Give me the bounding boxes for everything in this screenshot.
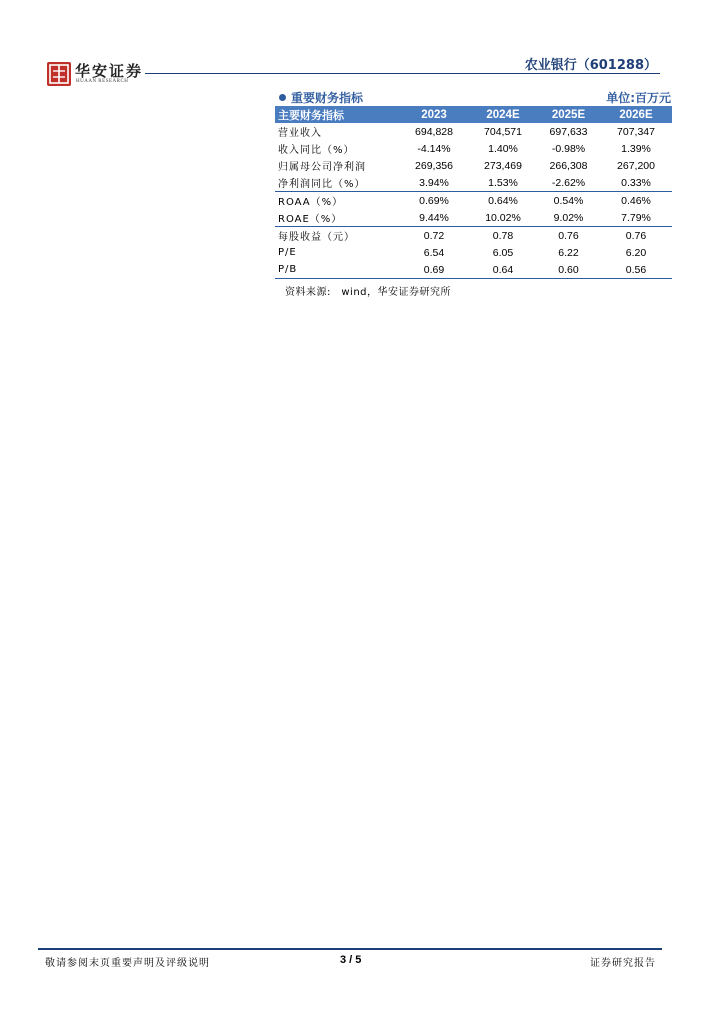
table-cell: 267,200 <box>617 159 655 172</box>
table-cell: 3.94% <box>399 174 469 192</box>
table-cell: 694,828 <box>415 125 453 138</box>
table-cell: 6.05 <box>492 246 514 259</box>
table-cell: 269,356 <box>415 159 453 172</box>
table-row <box>275 261 672 279</box>
section-title-text: 重要财务指标 <box>291 91 364 105</box>
table-row <box>275 227 672 245</box>
table-cell: 0.64 <box>469 261 537 279</box>
table-cell: -2.62% <box>537 174 600 192</box>
column-header: 2024E <box>469 106 537 123</box>
table-cell: 6.54 <box>423 246 445 259</box>
row-label: P/E <box>278 247 297 258</box>
row-label: 每股收益（元） <box>278 232 355 243</box>
unit-label: 单位:百万元 <box>606 91 671 105</box>
table-cell: 9.02% <box>537 209 600 227</box>
table-cell: 1.39% <box>621 142 651 155</box>
table-row <box>275 157 672 174</box>
table-cell: 9.44% <box>399 209 469 227</box>
brand-name-en: HUAAN RESEARCH <box>76 79 129 84</box>
row-label: P/B <box>275 261 399 279</box>
table-cell: 1.53% <box>469 174 537 192</box>
table-cell: 0.56 <box>600 261 672 279</box>
section-title <box>279 89 363 106</box>
footer-disclaimer: 敬请参阅末页重要声明及评级说明 <box>45 958 210 969</box>
table-cell: 0.54% <box>553 194 584 207</box>
table-row <box>275 123 672 140</box>
table-cell: 0.72 <box>423 229 445 242</box>
table-cell: 6.22 <box>558 246 579 259</box>
footer-divider <box>38 948 662 950</box>
source-note: 资料来源: wind，华安证券研究所 <box>285 287 452 298</box>
table-cell: 697,633 <box>549 125 588 138</box>
table-row <box>275 244 672 261</box>
row-label: 收入同比（%） <box>278 145 355 156</box>
row-label: 营业收入 <box>278 128 322 139</box>
table-row <box>275 192 672 210</box>
table-cell: 1.40% <box>488 142 518 155</box>
table-cell: 0.69% <box>419 194 449 207</box>
table-row <box>275 140 672 157</box>
huaan-logo-icon <box>47 62 71 86</box>
table-cell: 0.46% <box>621 194 651 207</box>
table-cell: 6.20 <box>625 246 647 259</box>
table-cell: 266,308 <box>549 159 588 172</box>
table-cell: 0.76 <box>625 229 647 242</box>
page-number: 3 / 5 <box>340 954 362 966</box>
row-label: 归属母公司净利润 <box>278 162 366 173</box>
page-header <box>0 0 724 90</box>
financial-table <box>275 106 672 279</box>
table-row <box>275 209 672 227</box>
table-cell: 0.76 <box>558 229 579 242</box>
footer-report-label: 证券研究报告 <box>590 958 656 969</box>
column-header: 主要财务指标 <box>275 106 399 123</box>
column-header: 2023 <box>399 106 469 123</box>
table-cell: 7.79% <box>600 209 672 227</box>
table-header-row <box>275 106 672 123</box>
table-row <box>275 174 672 192</box>
table-cell: 0.33% <box>600 174 672 192</box>
brand-name-cn: 华安证券 <box>75 62 144 80</box>
stock-title: 农业银行（601288） <box>524 58 657 73</box>
column-header: 2026E <box>600 106 672 123</box>
table-cell: 704,571 <box>484 125 522 138</box>
row-label: 净利润同比（%） <box>275 174 399 192</box>
table-cell: -4.14% <box>417 142 451 155</box>
table-cell: -0.98% <box>551 142 586 155</box>
table-cell: 707,347 <box>617 125 655 138</box>
row-label: ROAE（%） <box>275 209 399 227</box>
header-divider <box>145 73 660 74</box>
table-cell: 10.02% <box>469 209 537 227</box>
table-cell: 0.78 <box>492 229 514 242</box>
row-label: ROAA（%） <box>278 197 344 208</box>
bullet-icon <box>279 94 286 101</box>
column-header: 2025E <box>537 106 600 123</box>
table-cell: 0.69 <box>399 261 469 279</box>
table-cell: 273,469 <box>484 159 522 172</box>
table-cell: 0.64% <box>488 194 518 207</box>
table-cell: 0.60 <box>537 261 600 279</box>
